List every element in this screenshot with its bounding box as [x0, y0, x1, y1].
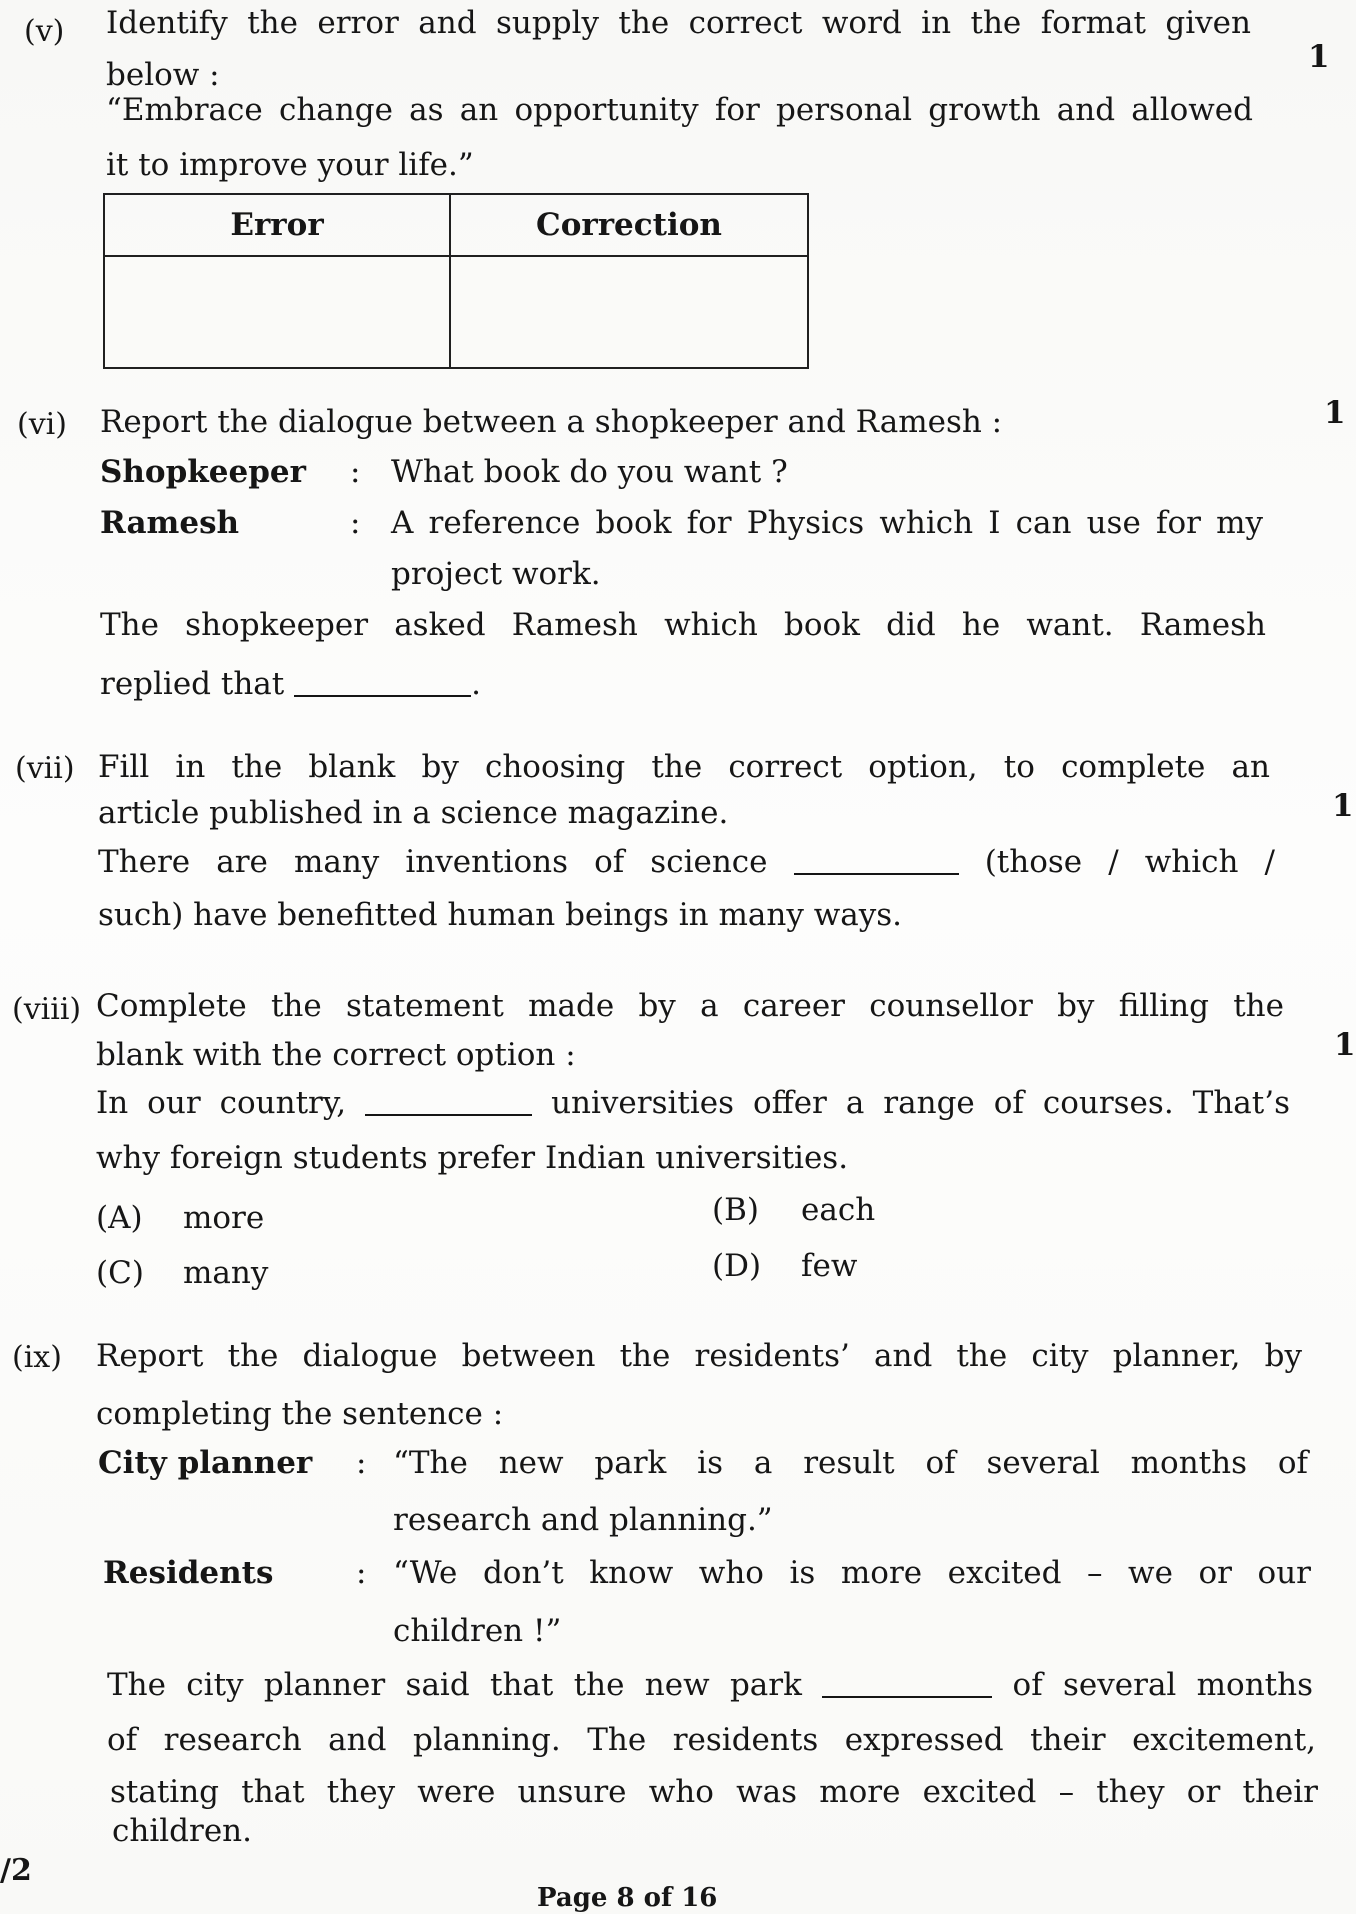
fill-blank-sentence-line: why foreign students prefer Indian universities. [96, 1140, 849, 1176]
speaker-label: Residents [103, 1555, 274, 1591]
reported-speech-line [100, 664, 481, 704]
speaker-separator: : [350, 454, 361, 490]
answer-blank [794, 873, 959, 875]
option-d-text: few [801, 1248, 858, 1284]
option-b-label: (B) [712, 1192, 759, 1228]
answer-blank [294, 695, 471, 697]
marks-label: 1 [1334, 1027, 1356, 1063]
option-c-label: (C) [96, 1255, 144, 1291]
table-header-row [104, 194, 808, 256]
correction-answer-cell [450, 256, 808, 368]
page-number: Page 8 of 16 [537, 1883, 718, 1913]
question-number: (viii) [12, 992, 82, 1027]
fill-blank-sentence-line [98, 842, 1275, 882]
answer-blank [365, 1114, 532, 1116]
option-d-label: (D) [712, 1248, 762, 1284]
question-prompt-line: Identify the error and supply the correct word in the format given [106, 5, 1251, 41]
quoted-sentence-line: “Embrace change as an opportunity for personal growth and allowed [106, 92, 1253, 128]
question-prompt-line: below : [106, 57, 220, 93]
table-row [104, 256, 808, 368]
question-number: (vi) [17, 407, 67, 442]
dialogue-line: What book do you want ? [391, 454, 788, 490]
question-number: (ix) [12, 1340, 62, 1375]
dialogue-line: “We don’t know who is more excited – we or our [393, 1555, 1311, 1591]
quoted-sentence-line: it to improve your life.” [106, 147, 474, 183]
error-column-header: Error [104, 194, 450, 256]
option-a-text: more [183, 1200, 265, 1236]
reported-speech-text: . [471, 666, 481, 702]
correction-column-header: Correction [450, 194, 808, 256]
question-prompt-line: Complete the statement made by a career counsellor by filling the [96, 988, 1284, 1024]
question-prompt-line: Report the dialogue between the residents’ and the city planner, by [96, 1338, 1302, 1374]
question-prompt-line: Report the dialogue between a shopkeeper and Ramesh : [100, 404, 1003, 440]
sentence-text: There are many inventions of science [98, 844, 768, 880]
fill-blank-sentence-line: such) have benefitted human beings in many ways. [98, 897, 902, 933]
speaker-separator: : [356, 1445, 367, 1481]
question-number: (vii) [15, 751, 75, 786]
speaker-separator: : [356, 1555, 367, 1591]
question-prompt-line: Fill in the blank by choosing the correct option, to complete an [98, 749, 1270, 785]
error-answer-cell [104, 256, 450, 368]
marks-label: 1 [1324, 395, 1346, 431]
option-b-text: each [801, 1192, 876, 1228]
sentence-text: In our country, [96, 1085, 347, 1121]
reported-speech-text: The city planner said that the new park [107, 1667, 802, 1703]
speaker-separator: : [350, 505, 361, 541]
question-prompt-line: article published in a science magazine. [98, 795, 729, 831]
fill-blank-sentence-line [96, 1083, 1290, 1123]
speaker-label: City planner [98, 1445, 313, 1481]
reported-speech-line: children. [112, 1813, 252, 1849]
speaker-label: Shopkeeper [100, 454, 306, 490]
dialogue-line: research and planning.” [393, 1502, 773, 1538]
marks-label: 1 [1308, 39, 1330, 75]
answer-blank [822, 1696, 992, 1698]
reported-speech-line: The shopkeeper asked Ramesh which book did he want. Ramesh [100, 607, 1266, 643]
reported-speech-text: replied that [100, 666, 285, 702]
marks-label: 1 [1332, 788, 1354, 824]
reported-speech-text: of several months [1012, 1667, 1314, 1703]
reported-speech-line: stating that they were unsure who was more excited – they or their [110, 1774, 1318, 1810]
option-choices-text: (those / which / [984, 844, 1276, 880]
sentence-text: universities offer a range of courses. That’s [551, 1085, 1290, 1121]
question-number: (v) [24, 14, 65, 49]
paper-code: /2 [0, 1853, 32, 1888]
dialogue-line: project work. [391, 556, 601, 592]
error-correction-table [103, 193, 809, 369]
option-c-text: many [183, 1255, 269, 1291]
question-prompt-line: blank with the correct option : [96, 1037, 576, 1073]
dialogue-line: A reference book for Physics which I can use for my [391, 505, 1263, 541]
option-a-label: (A) [96, 1200, 143, 1236]
dialogue-line: “The new park is a result of several months of [393, 1445, 1308, 1481]
speaker-label: Ramesh [100, 505, 240, 541]
question-prompt-line: completing the sentence : [96, 1396, 504, 1432]
dialogue-line: children !” [393, 1613, 562, 1649]
reported-speech-line: of research and planning. The residents expressed their excitement, [107, 1722, 1316, 1758]
reported-speech-line [107, 1665, 1313, 1705]
